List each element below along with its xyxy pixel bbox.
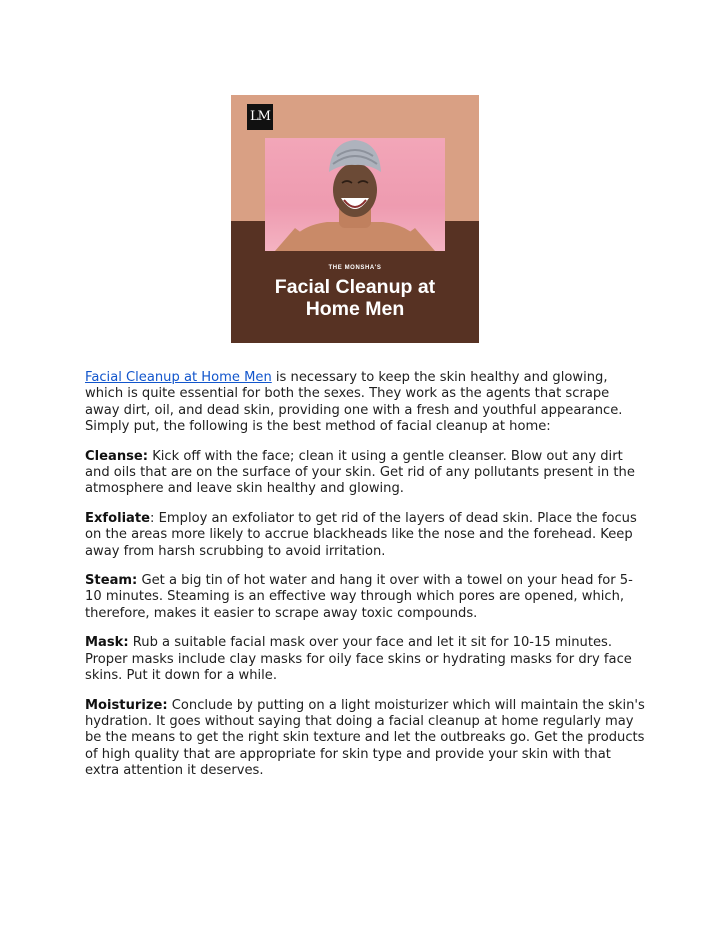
step-mask — [85, 635, 645, 684]
intro-paragraph — [85, 370, 645, 436]
hero-kicker: THE MONSHA'S — [328, 265, 382, 271]
step-exfoliate — [85, 511, 645, 560]
hero-title-line-1: Facial Cleanup at — [274, 276, 436, 298]
step-term: Steam: — [85, 573, 138, 589]
step-term: Mask: — [85, 635, 129, 651]
step-moisturize — [85, 698, 645, 780]
hero-title-line-2: Home Men — [305, 298, 405, 320]
step-text: : Employ an exfoliator to get rid of the layers of dead skin. Place the focus on the areas more likely to accrue blackheads like the nose and the forehead. Keep away from harsh scrubbing to avoid irritation. — [85, 510, 637, 559]
step-text: Conclude by putting on a light moisturizer which will maintain the skin's hydration. It goes without saying that doing a facial cleanup at home regularly may be the means to get the right skin texture and let the outbreaks go. Get the products of high quality that are appropriate for skin type and provide your skin with that extra attention it deserves. — [85, 697, 645, 779]
intro-text: is necessary to keep the skin healthy and glowing, which is quite essential for both the sexes. They work as the agents that scrape away dirt, oil, and dead skin, providing one with a fresh and youthful appearance. Simply put, the following is the best method of facial cleanup at home: — [85, 370, 623, 435]
step-term: Moisturize: — [85, 697, 168, 713]
step-text: Get a big tin of hot water and hang it over with a towel on your head for 5-10 minutes. Steaming is an effective way through which pores are opened, which, therefore, makes it easier to scrape away toxic compounds. — [85, 573, 633, 621]
hero-image — [231, 95, 479, 343]
hero-photo — [265, 138, 445, 251]
step-term: Exfoliate — [85, 510, 151, 526]
brand-logo: LM — [247, 104, 273, 130]
hero-title — [231, 276, 479, 320]
step-cleanse — [85, 449, 645, 498]
man-with-face-mask-illustration — [265, 138, 445, 251]
step-term: Cleanse: — [85, 448, 149, 464]
facial-cleanup-link[interactable]: Facial Cleanup at Home Men — [85, 370, 272, 385]
step-text: Rub a suitable facial mask over your face and let it sit for 10-15 minutes. Proper masks include clay masks for oily face skins or hydrating masks for dry face skins. Put it down for a while. — [85, 635, 632, 684]
article-body — [85, 370, 645, 793]
step-text: Kick off with the face; clean it using a gentle cleanser. Blow out any dirt and oils that are on the surface of your skin. Get rid of any pollutants present in the atmosphere and leave skin healthy and glowing. — [85, 448, 635, 497]
step-steam — [85, 573, 645, 622]
